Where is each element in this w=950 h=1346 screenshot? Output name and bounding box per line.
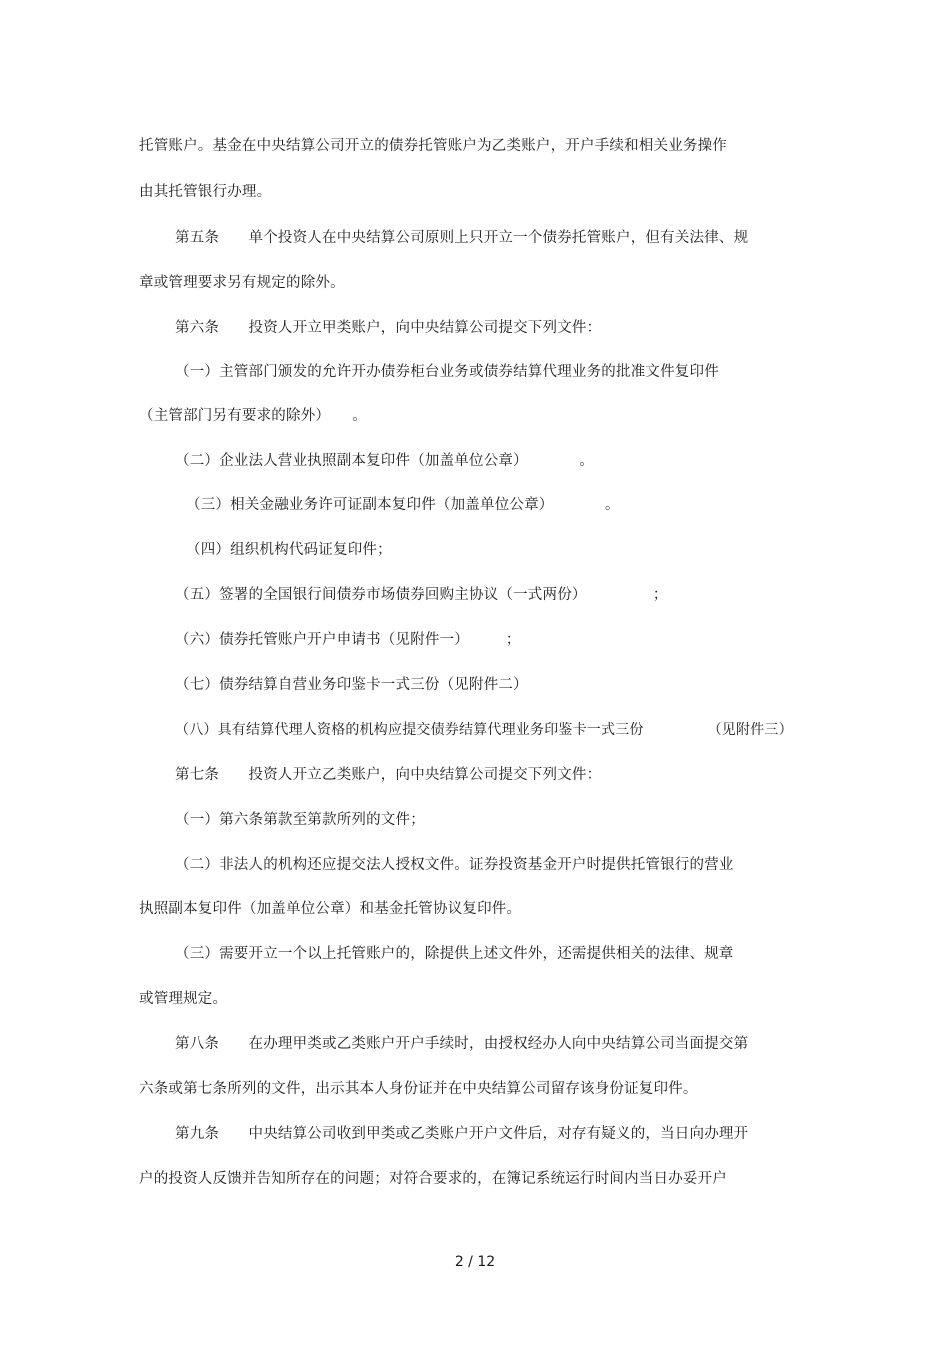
article-7-line: 第七条 投资人开立乙类账户，向中央结算公司提交下列文件： (175, 767, 602, 783)
list-item: （六）债券托管账户开户申请书（见附件一） ； (175, 632, 521, 648)
text-line: 执照副本复印件（加盖单位公章）和基金托管协议复印件。 (139, 901, 522, 917)
text-line: 或管理规定。 (139, 991, 228, 1007)
text-line: 六条或第七条所列的文件，出示其本人身份证并在中央结算公司留存该身份证复印件。 (139, 1081, 698, 1097)
list-item: （一）主管部门颁发的允许开办债券柜台业务或债券结算代理业务的批准文件复印件 (175, 364, 719, 380)
list-item: （二）企业法人营业执照副本复印件（加盖单位公章） 。 (175, 453, 595, 469)
list-item: （三）需要开立一个以上托管账户的，除提供上述文件外，还需提供相关的法律、规章 (175, 946, 734, 962)
article-8-line: 第八条 在办理甲类或乙类账户开户手续时，由授权经办人向中央结算公司当面提交第 (175, 1036, 749, 1052)
article-9-line: 第九条 中央结算公司收到甲类或乙类账户开户文件后，对存有疑义的，当日向办理开 (175, 1126, 749, 1142)
text-line: （主管部门另有要求的除外） 。 (139, 408, 367, 424)
list-item: （七）债券结算自营业务印鉴卡一式三份（见附件二） (175, 677, 528, 693)
list-item: （四）组织机构代码证复印件； (186, 542, 392, 558)
text-line: 由其托管银行办理。 (139, 184, 272, 200)
list-item: （三）相关金融业务许可证副本复印件（加盖单位公章） 。 (186, 497, 620, 513)
list-item: （二）非法人的机构还应提交法人授权文件。证券投资基金开户时提供托管银行的营业 (175, 857, 734, 873)
article-5-line: 第五条 单个投资人在中央结算公司原则上只开立一个债券托管账户，但有关法律、规 (175, 230, 749, 246)
text-line: 托管账户。基金在中央结算公司开立的债券托管账户为乙类账户，开户手续和相关业务操作 (139, 138, 727, 154)
page-number: 2 / 12 (454, 1254, 496, 1270)
list-item: （八）具有结算代理人资格的机构应提交债券结算代理业务印鉴卡一式三份 （见附件三） (175, 722, 793, 738)
list-item: （一）第六条第款至第款所列的文件； (175, 812, 425, 828)
text-line: 章或管理要求另有规定的除外。 (139, 275, 345, 291)
list-item: （五）签署的全国银行间债券市场债券回购主协议（一式两份） ； (175, 587, 668, 603)
text-line: 户的投资人反馈并告知所存在的问题；对符合要求的，在簿记系统运行时间内当日办妥开户 (139, 1171, 727, 1187)
article-6-line: 第六条 投资人开立甲类账户，向中央结算公司提交下列文件： (175, 320, 602, 336)
